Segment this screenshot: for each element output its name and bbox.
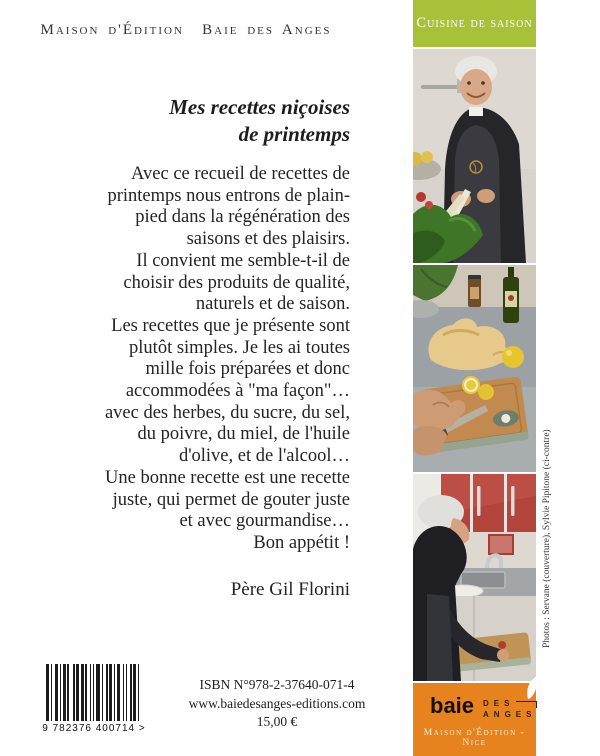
- logo-tagline: Maison d'Édition - Nice: [423, 728, 526, 748]
- body-line: Les recettes que je présente sont: [111, 315, 350, 336]
- barcode-digits: 9 782376 400714 >: [42, 723, 146, 734]
- body-line: Bon appétit !: [253, 532, 350, 553]
- book-title-line1: Mes recettes niçoises: [169, 95, 350, 119]
- photo-credit: Photos : Servane (couverture), Sylvie Pipitone (ci-contre): [542, 429, 552, 648]
- body-line: naturels et de saison.: [195, 294, 350, 315]
- body-line: printemps nous entrons de plain-: [107, 185, 350, 206]
- body-line: Une bonne recette est une recette: [105, 467, 350, 488]
- barcode: [38, 657, 150, 747]
- body-line: choisir des produits de qualité,: [123, 272, 350, 293]
- body-line: du poivre, du miel, de l'huile: [137, 424, 350, 445]
- body-line: et avec gourmandise…: [179, 511, 350, 532]
- author-signature: Père Gil Florini: [230, 578, 350, 600]
- body-line: Il convient me semble-t-il de: [136, 250, 350, 271]
- back-cover-text: [30, 164, 350, 600]
- publisher-logo: [413, 683, 536, 756]
- photo-chef-at-counter: [413, 474, 536, 681]
- collection-banner-label: Cuisine de saison: [416, 15, 533, 31]
- book-title: [40, 94, 350, 148]
- collection-banner: [413, 0, 536, 47]
- body-line: plutôt simples. Je les ai toutes: [129, 337, 350, 358]
- logo-des-label: DES: [483, 699, 515, 708]
- footer-info: [148, 676, 406, 732]
- logo-wordmark: baie: [430, 693, 475, 718]
- feather-icon: [525, 674, 543, 700]
- body-line: avec des herbes, du sucre, du sel,: [104, 402, 350, 423]
- logo-anges-label: ANGES: [483, 710, 537, 719]
- body-line: accommodées à "ma façon"…: [125, 381, 350, 402]
- body-line: Avec ce recueil de recettes de: [131, 164, 350, 184]
- publisher-header: Maison d'Édition Baie des Anges: [40, 22, 332, 38]
- photo-chef-portrait: [413, 49, 536, 263]
- price-text: 15,00 €: [256, 714, 298, 729]
- barcode-bars: [46, 664, 142, 721]
- body-line: mille fois préparées et donc: [145, 359, 350, 380]
- body-line: d'olive, et de l'alcool…: [178, 446, 350, 467]
- website-text: www.baiedesanges-editions.com: [188, 695, 366, 711]
- body-line: pied dans la régénération des: [135, 207, 350, 228]
- logo-corner-mark: [516, 701, 537, 708]
- body-line: saisons et des plaisirs.: [186, 229, 350, 250]
- book-title-line2: de printemps: [238, 122, 350, 146]
- photo-cutting-lemons: [413, 265, 536, 472]
- body-line: juste, qui permet de gouter juste: [112, 489, 350, 510]
- isbn-text: ISBN N°978-2-37640-071-4: [199, 677, 355, 692]
